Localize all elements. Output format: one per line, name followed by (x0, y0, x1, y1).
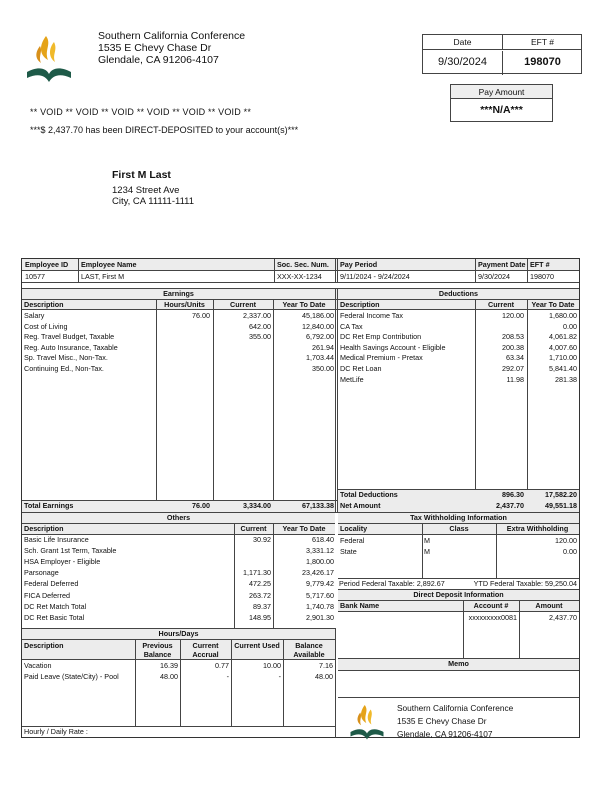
other-description: Federal Deferred (24, 579, 79, 589)
other-description: FICA Deferred (24, 590, 70, 600)
deduction-current: 11.98 (506, 374, 524, 384)
other-description: Parsonage (24, 568, 59, 578)
hours-accrual: 0.77 (215, 661, 229, 670)
deduction-current: 208.53 (502, 332, 524, 342)
deduction-description: Medical Premium - Pretax (340, 353, 423, 363)
earning-description: Reg. Travel Budget, Taxable (24, 332, 115, 342)
total-deductions-label: Total Deductions (340, 490, 398, 499)
total-deductions-current: 896.30 (502, 490, 524, 499)
total-earnings-ytd: 67,133.38 (302, 501, 334, 510)
deductions-desc-header: Description (340, 300, 380, 309)
company-city: Glendale, CA 91206-4107 (98, 54, 219, 66)
earning-ytd: 261.94 (312, 342, 334, 352)
other-current: 263.72 (249, 590, 271, 600)
earning-ytd: 1,703.44 (306, 353, 334, 363)
total-deductions-ytd: 17,582.20 (545, 490, 577, 499)
eft-num: 198070 (530, 272, 554, 281)
other-ytd: 9,779.42 (306, 579, 334, 589)
eft-label: EFT # (503, 35, 582, 50)
deductions-ytd-header: Year To Date (531, 300, 575, 309)
other-ytd: 2,901.30 (306, 612, 334, 622)
deduction-description: Federal Income Tax (340, 311, 403, 320)
tax-extra: 0.00 (563, 547, 577, 556)
deduction-ytd: 1,710.00 (549, 353, 577, 363)
net-amount-ytd: 49,551.18 (545, 501, 577, 510)
company-address (98, 30, 245, 66)
payee-street: 1234 Street Ave (112, 184, 180, 196)
hours-balance: 48.00 (315, 671, 333, 681)
hours-accrual-header: Current Accrual (192, 641, 219, 659)
other-current: 89.37 (253, 601, 271, 611)
deduction-current: 200.38 (502, 342, 524, 352)
earning-ytd: 350.00 (312, 364, 334, 373)
deduction-ytd: 4,007.60 (549, 342, 577, 352)
earning-description: Reg. Auto Insurance, Taxable (24, 342, 118, 352)
pay-amount-box (450, 84, 553, 122)
hours-previous: 48.00 (160, 671, 178, 681)
tax-class: M (424, 547, 430, 556)
total-earnings-current: 3,334.00 (243, 501, 271, 510)
company-street: 1535 E Chevy Chase Dr (98, 42, 212, 54)
earning-hours: 76.00 (192, 311, 210, 320)
payee-address (112, 170, 194, 208)
earning-ytd: 6,792.00 (306, 332, 334, 342)
void-line: ** VOID ** VOID ** VOID ** VOID ** VOID ** VOID ** (30, 107, 252, 117)
deposit-line: ***$ 2,437.70 has been DIRECT-DEPOSITED to your account(s)*** (30, 125, 299, 135)
other-current: 148.95 (249, 612, 271, 622)
other-ytd: 5,717.60 (306, 590, 334, 600)
deduction-ytd: 5,841.40 (549, 364, 577, 373)
deduction-current: 292.07 (502, 364, 524, 373)
earning-current: 355.00 (249, 332, 271, 342)
conference-logo-bottom (345, 702, 389, 744)
earning-current: 2,337.00 (243, 311, 271, 320)
hourly-rate-label: Hourly / Daily Rate : (24, 727, 88, 736)
dd-amount: 2,437.70 (549, 613, 577, 622)
deduction-description: CA Tax (340, 321, 363, 331)
hours-previous: 16.39 (160, 661, 178, 670)
tax-class: M (424, 536, 430, 545)
dd-bank-header: Bank Name (340, 601, 380, 610)
hours-used: 10.00 (263, 661, 281, 670)
deductions-current-header: Current (488, 300, 514, 309)
earnings-current-header: Current (230, 300, 256, 309)
memo-title: Memo (448, 659, 469, 668)
earning-description: Sp. Travel Misc., Non-Tax. (24, 353, 108, 363)
ytd-federal-taxable: YTD Federal Taxable: 59,250.04 (473, 579, 577, 588)
deductions-title: Deductions (438, 289, 479, 298)
tax-class-header: Class (449, 524, 469, 533)
deduction-ytd: 0.00 (563, 321, 577, 331)
pay-period-label: Pay Period (340, 260, 378, 269)
earning-description: Continuing Ed., Non-Tax. (24, 364, 104, 373)
other-description: DC Ret Match Total (24, 601, 87, 611)
earning-ytd: 45,186.00 (302, 311, 334, 320)
net-amount-current: 2,437.70 (496, 501, 524, 510)
employee-id-label: Employee ID (25, 260, 69, 269)
other-current: 1,171.30 (243, 568, 271, 578)
deduction-description: DC Ret Emp Contribution (340, 332, 422, 342)
tax-locality: State (340, 547, 357, 556)
earnings-statement (21, 258, 580, 738)
pay-amount-label: Pay Amount (451, 85, 552, 99)
hours-used-header: Current Used (234, 641, 280, 650)
deduction-description: Health Savings Account - Eligible (340, 342, 446, 352)
deduction-ytd: 1,680.00 (549, 311, 577, 320)
bottom-company-city: Glendale, CA 91206-4107 (397, 729, 493, 739)
other-current: 472.25 (249, 579, 271, 589)
deduction-description: MetLife (340, 374, 364, 384)
date-label: Date (423, 35, 503, 50)
other-description: DC Ret Basic Total (24, 612, 85, 622)
deduction-current: 120.00 (502, 311, 524, 320)
earning-description: Salary (24, 311, 45, 320)
other-description: Basic Life Insurance (24, 535, 89, 544)
hours-title: Hours/Days (158, 629, 199, 638)
tax-extra-header: Extra Withholding (506, 524, 569, 533)
others-ytd-header: Year To Date (282, 524, 326, 533)
other-current: 30.92 (253, 535, 271, 544)
check-eft: 198070 (524, 56, 561, 68)
bottom-company-name: Southern California Conference (397, 703, 514, 713)
deduction-current: 63.34 (506, 353, 524, 363)
hours-accrual: - (226, 671, 229, 681)
deduction-ytd: 4,061.82 (549, 332, 577, 342)
hours-used: - (278, 671, 281, 681)
earning-description: Cost of Living (24, 321, 68, 331)
direct-deposit-title: Direct Deposit Information (413, 590, 504, 599)
payee-city: City, CA 11111-1111 (112, 196, 195, 207)
earning-current: 642.00 (249, 321, 271, 331)
earning-ytd: 12,840.00 (302, 321, 334, 331)
ssn-label: Soc. Sec. Num. (277, 260, 329, 269)
total-earnings-hours: 76.00 (192, 501, 210, 510)
payment-date-label: Payment Date (478, 260, 526, 269)
hours-prev-header: Previous Balance (142, 641, 173, 659)
pay-period: 9/11/2024 - 9/24/2024 (340, 272, 410, 281)
hours-description: Paid Leave (State/City) - Pool (24, 671, 119, 681)
payment-date: 9/30/2024 (478, 272, 510, 281)
deduction-ytd: 281.38 (555, 374, 577, 384)
employee-name: LAST, First M (81, 272, 125, 281)
other-ytd: 618.40 (312, 535, 334, 544)
dd-amount-header: Amount (535, 601, 563, 610)
hours-desc-header: Description (24, 641, 64, 650)
payee-name: First M Last (112, 169, 171, 181)
other-ytd: 3,331.12 (306, 546, 334, 556)
hours-description: Vacation (24, 661, 52, 670)
ssn: XXX-XX-1234 (277, 272, 322, 281)
earnings-desc-header: Description (24, 300, 64, 309)
hours-balance: 7.16 (319, 661, 333, 670)
others-current-header: Current (240, 524, 267, 533)
date-eft-box (422, 34, 582, 74)
other-ytd: 23,426.17 (302, 568, 334, 578)
check-date: 9/30/2024 (423, 51, 503, 75)
other-ytd: 1,800.00 (306, 557, 334, 567)
earnings-title: Earnings (163, 289, 194, 298)
other-description: Sch. Grant 1st Term, Taxable (24, 546, 117, 556)
company-name: Southern California Conference (98, 30, 246, 42)
eft-num-label: EFT # (530, 260, 550, 269)
deduction-description: DC Ret Loan (340, 364, 382, 373)
conference-logo (24, 32, 74, 88)
employee-id: 10577 (25, 272, 45, 281)
tax-extra: 120.00 (555, 536, 577, 545)
other-ytd: 1,740.78 (306, 601, 334, 611)
period-federal-taxable: Period Federal Taxable: 2,892.67 (339, 579, 445, 588)
others-title: Others (166, 513, 191, 522)
dd-account-number: xxxxxxxxx0081 (468, 613, 517, 622)
earnings-ytd-header: Year To Date (282, 300, 326, 309)
earnings-hours-header: Hours/Units (164, 300, 205, 309)
hours-balance-header: Balance Available (293, 641, 325, 659)
tax-locality-header: Locality (340, 524, 368, 533)
tax-locality: Federal (340, 536, 365, 545)
net-amount-label: Net Amount (340, 501, 381, 510)
dd-account-header: Account # (473, 601, 509, 610)
others-desc-header: Description (24, 524, 64, 533)
bottom-company-address (397, 702, 513, 741)
bottom-company-street: 1535 E Chevy Chase Dr (397, 716, 487, 726)
pay-amount-value: ***N/A*** (480, 104, 523, 116)
total-earnings-label: Total Earnings (24, 501, 74, 510)
tax-title: Tax Withholding Information (410, 513, 507, 522)
employee-name-label: Employee Name (81, 260, 137, 269)
other-description: HSA Employer - Eligible (24, 557, 101, 567)
